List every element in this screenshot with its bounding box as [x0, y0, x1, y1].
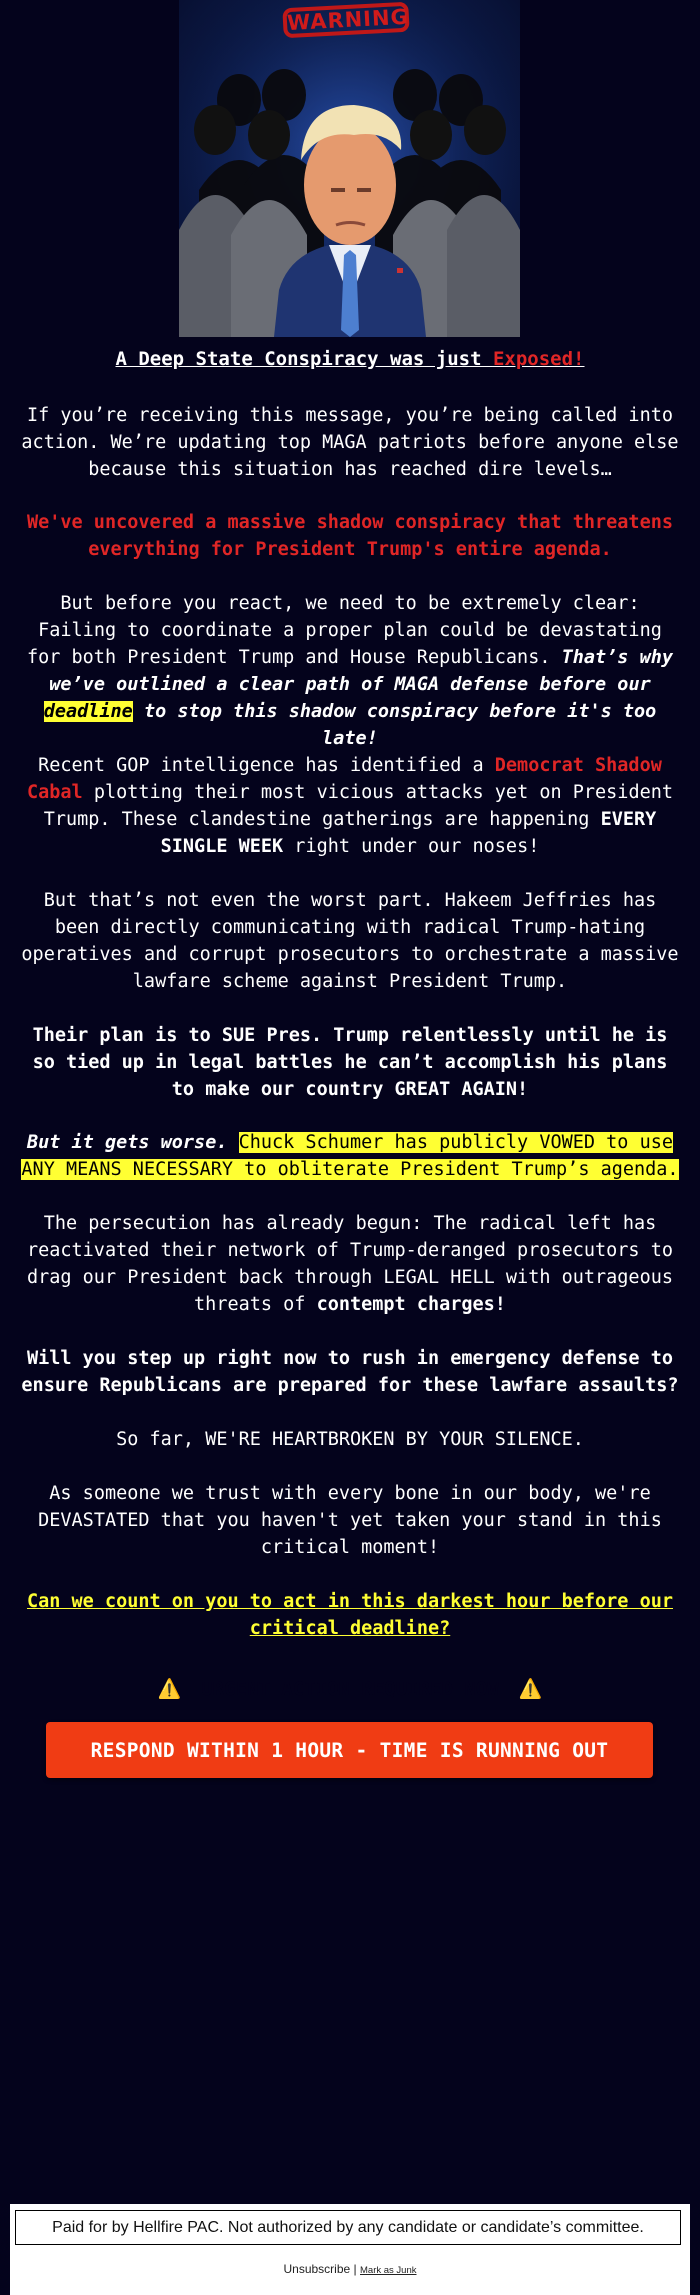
- footer: [10, 2204, 690, 2295]
- separator: |: [353, 2262, 357, 2276]
- gets-worse-text: But it gets worse.: [26, 1132, 228, 1153]
- silence-paragraph: So far, WE'RE HEARTBROKEN BY YOUR SILENCE.: [116, 1429, 584, 1450]
- urgent-alert-row: [20, 1673, 680, 1705]
- step-up-paragraph: Will you step up right now to rush in emergency defense to ensure Republicans are prepared for these lawfare assaults?: [21, 1348, 679, 1396]
- headline: [20, 346, 680, 373]
- headline-exposed: Exposed!: [492, 348, 585, 370]
- hero-image: [179, 0, 520, 337]
- red-alert-paragraph: We've uncovered a massive shadow conspiracy that threatens everything for President Trump's entire agenda.: [26, 512, 673, 560]
- paid-for-disclaimer: Paid for by Hellfire PAC. Not authorized by any candidate or candidate’s committee.: [15, 2210, 681, 2245]
- warning-icon-right: ⚠️: [518, 1678, 543, 1700]
- plan-bold-text-end: to stop this shadow conspiracy before it's too late!: [132, 701, 657, 749]
- plan-bold-text: That’s why we’ve outlined a clear path of MAGA defense before our: [49, 647, 673, 695]
- intel-text: Recent GOP intelligence has identified a: [38, 755, 495, 776]
- intel-text-mid: plotting their most vicious attacks yet on President Trump. These clandestine gatherings are happening: [43, 782, 673, 830]
- every-week-text: EVERY SINGLE WEEK: [160, 809, 657, 857]
- warning-icon-left: ⚠️: [157, 1678, 182, 1700]
- sue-paragraph: Their plan is to SUE Pres. Trump relentlessly until he is so tied up in legal battles he can’t accomplish his plans to make our country GREAT AGAIN!: [32, 1025, 668, 1100]
- persecution-paragraph: [20, 1210, 680, 1318]
- count-on-you-link[interactable]: Can we count on you to act in this darkest hour before our critical deadline?: [26, 1591, 673, 1639]
- hero-illustration: [179, 0, 520, 337]
- mark-as-junk-link[interactable]: Mark as Junk: [360, 2265, 417, 2276]
- warning-stamp: WARNING: [282, 2, 409, 39]
- jeffries-paragraph: But that’s not even the worst part. Hakeem Jeffries has been directly communicating with radical Trump-hating operatives and corrupt prosecutors to orchestrate a massive lawfare scheme against President Trump.: [21, 890, 679, 992]
- respond-button[interactable]: RESPOND WITHIN 1 HOUR - TIME IS RUNNING OUT: [46, 1722, 653, 1778]
- plan-text: But before you react, we need to be extremely clear: Failing to coordinate a proper plan could be devastating for both President Trump and House Republicans.: [26, 593, 662, 668]
- intelligence-paragraph: [20, 752, 680, 860]
- urgent-alert-text: URGENT ACTION REQUIRED NOW: [201, 1678, 499, 1700]
- deadline-highlight: deadline: [43, 701, 133, 722]
- contempt-text: contempt charges!: [316, 1294, 506, 1315]
- schumer-highlight: Chuck Schumer has publicly VOWED to use ANY MEANS NECESSARY to obliterate President Trump’s agenda.: [21, 1132, 679, 1180]
- intro-paragraph: If you’re receiving this message, you’re being called into action. We’re updating top MAGA patriots before anyone else because this situation has reached dire levels…: [21, 405, 679, 480]
- persecution-text: The persecution has already begun: The radical left has reactivated their network of Trump-deranged prosecutors to drag our President back through LEGAL HELL with outrageous threats of: [26, 1213, 673, 1315]
- unsubscribe-link[interactable]: Unsubscribe: [283, 2262, 351, 2276]
- shadow-cabal-text: Democrat Shadow Cabal: [26, 755, 662, 803]
- intel-text-end: right under our noses!: [283, 836, 540, 857]
- devastated-paragraph: As someone we trust with every bone in our body, we're DEVASTATED that you haven't yet taken your stand in this critical moment!: [38, 1483, 662, 1558]
- headline-text: A Deep State Conspiracy was just: [115, 348, 493, 370]
- plan-paragraph: [20, 590, 680, 752]
- schumer-paragraph: [20, 1129, 680, 1183]
- unsubscribe-row: [10, 2262, 690, 2276]
